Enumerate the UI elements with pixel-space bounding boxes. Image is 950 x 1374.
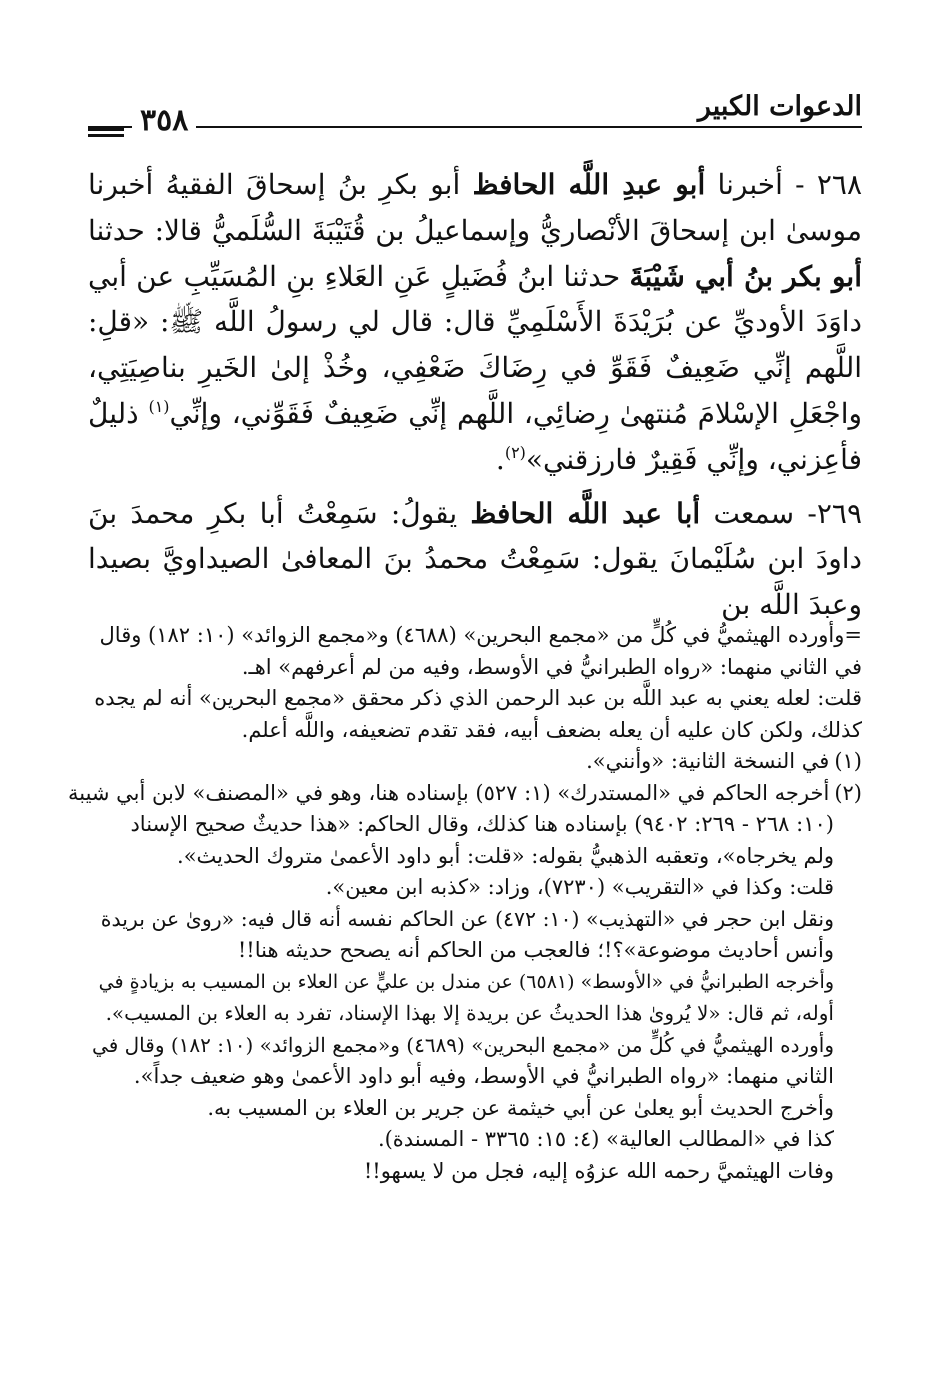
narrator-name: أبو عبدِ اللَّه الحافظ — [472, 168, 706, 201]
footnote-text: وأخرجه الطبرانيُّ في «الأوسط» (٦٥٨١) عن مندل بن عليٍّ عن العلاء بن المسيب به بزيادةٍ في — [98, 970, 834, 993]
footnotes — [67, 620, 862, 1187]
footnote-line — [88, 841, 862, 873]
footnote-number: (٢) — [834, 780, 862, 805]
footnote-line — [88, 998, 862, 1030]
footnote-text: وأخرج الحديث أبو يعلىٰ عن أبي خيثمة عن جرير بن العلاء بن المسيب به. — [207, 1095, 834, 1120]
footnote-text: قلت: وكذا في «التقريب» (٧٢٣٠)، وزاد: «كذبه ابن معين». — [325, 875, 834, 899]
footnote-line — [88, 683, 862, 715]
page-header — [88, 90, 862, 140]
hadith-268: ٢٦٨ - أخبرنا أبو عبدِ اللَّه الحافظ أبو بكرِ بنُ إسحاقَ الفقيهُ أخبرنا موسىٰ ابن إسحاقَ الأنْصاريُّ وإسماعيلُ بن قُتَيْبَةَ السُّلَميُّ قالا: حدثنا أبو بكر بنُ أبي شَيْبَةَ حدثنا ابنُ فُضَيلٍ عَنِ العَلاءِ بنِ المُسَيِّبِ عن أبي داوَدَ الأوديِّ عن بُرَيْدَةَ الأَسْلَمِيِّ قال: قال لي رسولُ اللَّه ﷺ: «قلِ: اللَّهم إنِّي ضَعِيفٌ فَقَوِّ في رِضَاكَ ضَعْفِي، وخُذْ إلىٰ الخَيرِ بناصِيَتِي، واجْعَلِ الإسْلامَ مُنتهىٰ رِضائِي، اللَّهم إنِّي ضَعِيفٌ فَقَوِّني، وإنِّي$^{(١)}$ ذليلٌ فأعِزني، وإنِّي فَقِيرٌ فارزقني»$^{(٢)}$. — [88, 168, 862, 476]
footnote-ref-1: (١) — [148, 396, 170, 416]
footnote-text: أخرجه الحاكم في «المستدرك» (١: ٥٢٧) بإسناده هنا، وهو في «المصنف» لابن أبي شيبة — [67, 780, 830, 805]
footnote-ref-2: (٢) — [504, 442, 526, 462]
footnote-line — [88, 1124, 862, 1156]
footnote-line — [88, 935, 862, 967]
footnote-text: ونقل ابن حجر في «التهذيب» (١٠: ٤٧٢) عن الحاكم نفسه أنه قال فيه: «روىٰ عن بريدة — [100, 906, 834, 931]
footnote-text: كذا في «المطالب العالية» (٤: ١٥: ٣٣٦٥ - المسندة). — [377, 1127, 834, 1151]
footnote-text: (١٠: ٢٦٨ - ٢٦٩: ٩٤٠٢) بإسناده هنا كذلك، وقال الحاكم: «هذا حديثٌ صحيح الإسناد — [130, 812, 834, 836]
footnote-line — [88, 1061, 862, 1093]
footnote-line — [88, 809, 862, 841]
hadith-number: ٢٦٨ — [816, 168, 862, 201]
footnote-text: قلت: لعله يعني به عبد اللَّه بن عبد الرحمن الذي ذكر محقق «مجمع البحرين» أنه لم يجده — [94, 686, 862, 710]
footnote-line — [88, 715, 862, 747]
footnote-text: وأورده الهيثميُّ في كُلٍّ من «مجمع البحرين» (٤٦٨٩) و«مجمع الزوائد» (١٠: ١٨٢) وقال في — [92, 1032, 834, 1057]
hadith-269: ٢٦٩- سمعت أبا عبد اللَّه الحافظ يقولُ: سَمِعْتُ أبا بكرِ محمدَ بنَ داودَ ابن سُلَيْمانَ يقول: سَمِعْتُ محمدُ بنَ المعافىٰ الصيداويَّ بصيدا وعبدَ اللَّه بن — [88, 496, 863, 622]
footnote-text: =وأورده الهيثميُّ في كُلٍّ من «مجمع البحرين» (٤٦٨٨) و«مجمع الزوائد» (١٠: ١٨٢) وقال — [99, 623, 862, 647]
header-ornament-lines — [88, 128, 124, 140]
hadith-number: ٢٦٩ — [816, 496, 863, 530]
footnote-line — [88, 652, 862, 684]
footnote-line — [88, 1030, 862, 1062]
header-rule — [88, 126, 862, 128]
footnote-line — [67, 778, 862, 810]
footnote-text: وأنس أحاديث موضوعة»؟!؛ فالعجب من الحاكم أنه يصحح حديثه هنا!! — [237, 938, 834, 962]
narrator-name: أبو بكر بنُ أبي شَيْبَةَ — [629, 259, 862, 293]
footnote-text: وفات الهيثميَّ رحمه الله عزوُه إليه، فجل من لا يسهو!! — [363, 1158, 834, 1183]
footnote-text: أوله، ثم قال: «لا يُروىٰ هذا الحديثُ عن بريدة إلا بهذا الإسناد، تفرد به العلاء بن المسيب». — [105, 1001, 834, 1025]
footnote-line — [88, 1093, 862, 1125]
footnote-text: كذلك، ولكن كان عليه أن يعله بضعف أبيه، فقد تقدم تضعيفه، واللَّه أعلم. — [241, 717, 862, 742]
footnote-text: الثاني منهما: «رواه الطبرانيُّ في الأوسط، وفيه أبو داود الأعمىٰ وهو ضعيف جداً». — [133, 1064, 834, 1088]
footnote-line — [88, 1156, 862, 1188]
page-number: ٣٥٨ — [132, 104, 196, 138]
footnote-number: (١) — [834, 749, 862, 773]
running-title: الدعوات الكبير — [697, 91, 862, 122]
footnote-line — [88, 746, 862, 778]
footnote-text: في النسخة الثانية: «وأنني». — [586, 749, 830, 773]
footnote-line — [88, 872, 862, 904]
footnote-line — [88, 620, 862, 652]
footnote-text: في الثاني منهما: «رواه الطبرانيُّ في الأوسط، وفيه من لم أعرفهم» اهـ. — [241, 654, 862, 679]
footnote-line — [88, 904, 862, 936]
narrator-name: أبا عبد اللَّه الحافظ — [470, 496, 701, 530]
footnote-text: ولم يخرجاه»، وتعقبه الذهبيُّ بقوله: «قلت: أبو داود الأعمىٰ متروك الحديث». — [177, 843, 834, 868]
footnote-line — [88, 967, 862, 999]
main-text — [88, 162, 862, 628]
